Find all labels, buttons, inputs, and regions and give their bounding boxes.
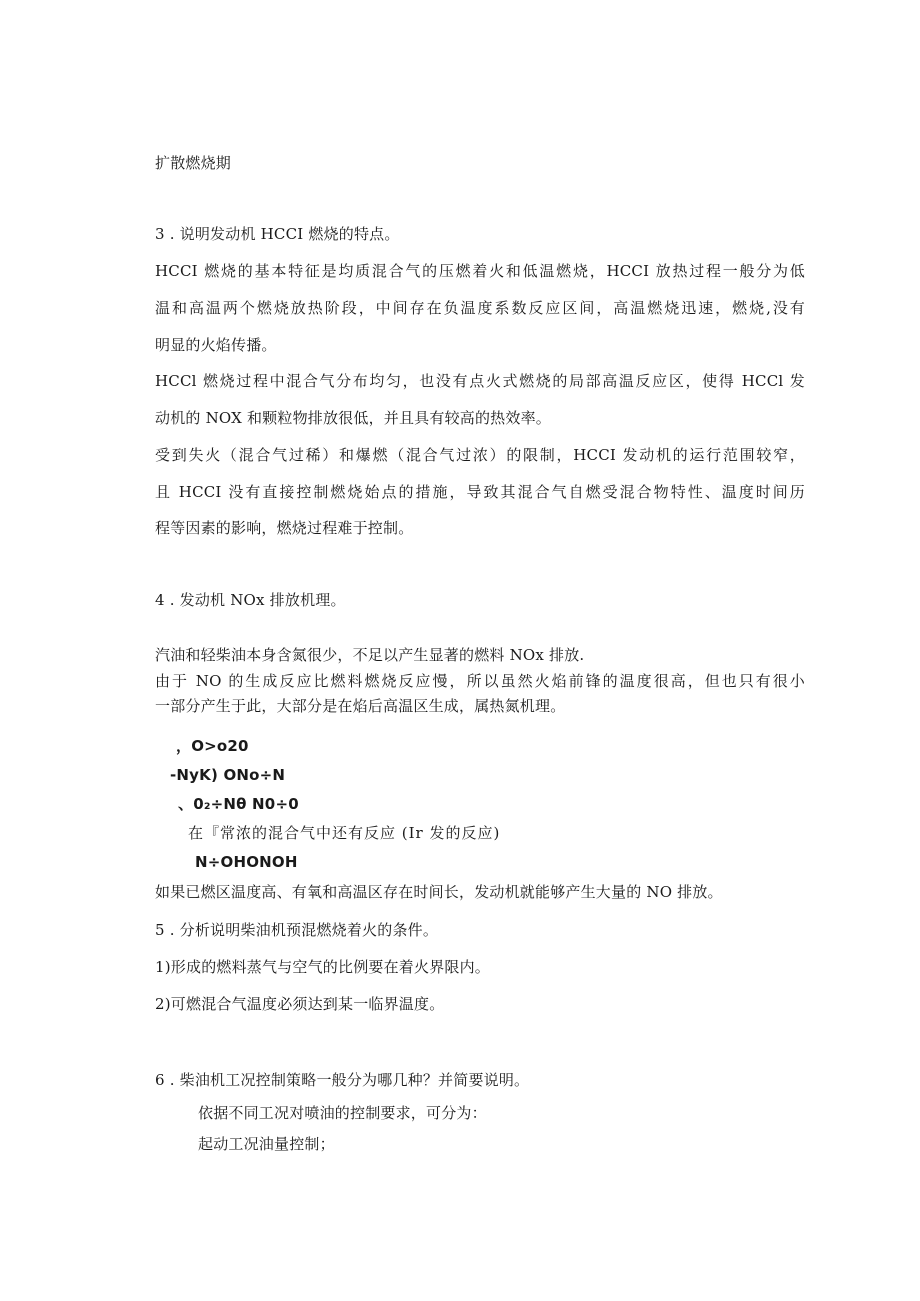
question-5-title: 5 . 分析说明柴油机预混燃烧着火的条件。 xyxy=(155,921,439,939)
equation-line: N÷OHONOH xyxy=(195,853,298,871)
q3-paragraph-line: 受到失火（混合气过稀）和爆燃（混合气过浓）的限制，HCCI 发动机的运行范围较窄， xyxy=(155,446,805,464)
q4-paragraph-line: 汽油和轻柴油本身含氮很少，不足以产生显著的燃料 NOx 排放. xyxy=(155,646,585,664)
q5-list-item: 1)形成的燃料蒸气与空气的比例要在着火界限内。 xyxy=(155,958,490,976)
q3-paragraph-line: HCCl 燃烧过程中混合气分布均匀，也没有点火式燃烧的局部高温反应区，使得 HCCl 发 xyxy=(155,372,805,390)
equation-line: ，O>o20 xyxy=(176,737,249,755)
section-heading: 扩散燃烧期 xyxy=(155,154,232,172)
q6-paragraph-line: 起动工况油量控制； xyxy=(198,1135,335,1153)
equation-note: 在『常浓的混合气中还有反应 (Ir 发的反应) xyxy=(188,824,501,842)
q3-paragraph-line: HCCI 燃烧的基本特征是均质混合气的压燃着火和低温燃烧，HCCI 放热过程一般分为低 xyxy=(155,262,805,280)
question-3-title: 3 . 说明发动机 HCCI 燃烧的特点。 xyxy=(155,225,400,243)
question-6-title: 6 . 柴油机工况控制策略一般分为哪几种？并简要说明。 xyxy=(155,1071,530,1089)
q3-paragraph-line: 动机的 NOX 和颗粒物排放很低，并且具有较高的热效率。 xyxy=(155,409,551,427)
equation-line: -NyK) ONo÷N xyxy=(170,766,286,784)
q5-list-item: 2)可燃混合气温度必须达到某一临界温度。 xyxy=(155,995,445,1013)
q3-paragraph-line: 明显的火焰传播。 xyxy=(155,336,277,354)
q3-paragraph-line: 程等因素的影响，燃烧过程难于控制。 xyxy=(155,519,414,537)
q4-closing-line: 如果已燃区温度高、有氧和高温区存在时间长，发动机就能够产生大量的 NO 排放。 xyxy=(155,883,723,901)
q4-paragraph-line: 由于 NO 的生成反应比燃料燃烧反应慢，所以虽然火焰前锋的温度很高，但也只有很小 xyxy=(155,672,805,690)
question-4-title: 4 . 发动机 NOx 排放机理。 xyxy=(155,591,346,609)
q3-paragraph-line: 且 HCCI 没有直接控制燃烧始点的措施，导致其混合气自燃受混合物特性、温度时间历 xyxy=(155,483,805,501)
equation-line: 、0₂÷Nθ N0÷0 xyxy=(178,795,299,813)
q3-paragraph-line: 温和高温两个燃烧放热阶段，中间存在负温度系数反应区间，高温燃烧迅速，燃烧,没有 xyxy=(155,299,805,317)
q4-paragraph-line: 一部分产生于此，大部分是在焰后高温区生成，属热氮机理。 xyxy=(155,697,566,715)
q6-paragraph-line: 依据不同工况对喷油的控制要求，可分为： xyxy=(198,1104,487,1122)
